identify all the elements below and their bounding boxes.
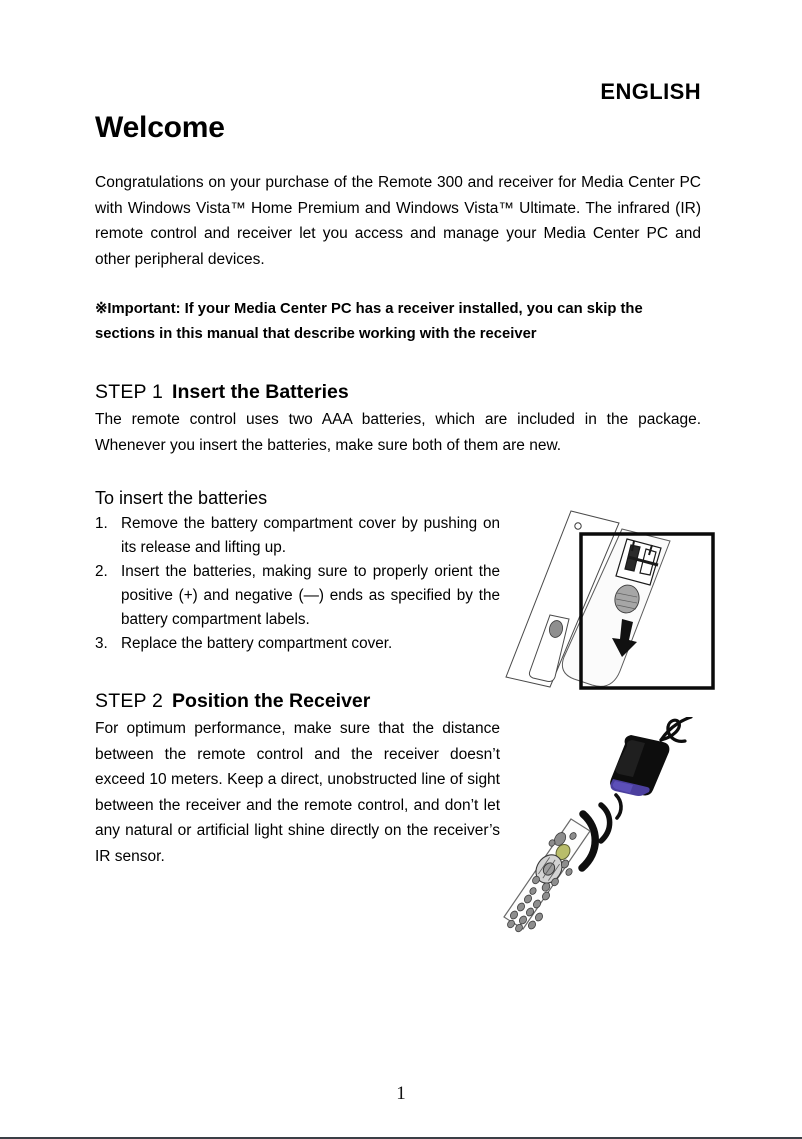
list-item bbox=[95, 632, 500, 656]
battery-steps-list bbox=[95, 512, 500, 656]
ir-receiver-icon bbox=[610, 735, 669, 796]
receiver-cable-icon bbox=[661, 717, 691, 741]
ir-receiver-and-remote-illustration-icon bbox=[495, 717, 710, 945]
list-item-text: Replace the battery compartment cover. bbox=[121, 635, 393, 653]
step-2-figure-block bbox=[95, 689, 701, 869]
receiver-position-figure bbox=[495, 717, 710, 945]
battery-compartment-figure bbox=[500, 501, 715, 691]
step-1-title: Insert the Batteries bbox=[172, 381, 349, 404]
step-1-body: The remote control uses two AAA batteries, which are included in the package. Whenever you insert the batteries, make sure both of them are new. bbox=[95, 411, 701, 454]
list-item-marker: 1. bbox=[95, 515, 108, 533]
step-1-heading bbox=[95, 380, 701, 404]
intro-paragraph: Congratulations on your purchase of the Remote 300 and receiver for Media Center PC with Windows Vista™ Home Premium and Windows Vista™ Ultimate. The infrared (IR) remote control and receiver let you access and manage your Media Center PC and other peripheral devices. bbox=[95, 174, 701, 268]
battery-compartment-illustration-icon bbox=[500, 501, 715, 691]
page-number: 1 bbox=[396, 1083, 406, 1104]
step-2-heading bbox=[95, 689, 500, 713]
step-1-subheading: To insert the batteries bbox=[95, 488, 268, 509]
important-notice: ※Important: If your Media Center PC has a receiver installed, you can skip the sections in this manual that describe working with the receiver bbox=[95, 301, 643, 343]
list-item-marker: 3. bbox=[95, 635, 108, 653]
page-title: Welcome bbox=[95, 111, 225, 145]
list-item-text: Remove the battery compartment cover by pushing on its release and lifting up. bbox=[121, 515, 500, 557]
language-label: ENGLISH bbox=[600, 79, 701, 104]
step-1-figure-block bbox=[95, 486, 701, 656]
list-item-marker: 2. bbox=[95, 563, 108, 581]
step-2-number: STEP 2 bbox=[95, 690, 164, 713]
list-item bbox=[95, 512, 500, 560]
list-item-text: Insert the batteries, making sure to properly orient the positive (+) and negative (—) ends as specified by the battery compartment labels. bbox=[121, 563, 500, 629]
list-item bbox=[95, 560, 500, 632]
step-1-text-column bbox=[95, 486, 500, 656]
page-content bbox=[95, 0, 701, 885]
step-2-body: For optimum performance, make sure that the distance between the remote control and the receiver doesn’t exceed 10 meters. Keep a direct, unobstructed line of sight between the receiver and the remote control, and don’t let any natural or artificial light shine directly on the receiver’s IR sensor. bbox=[95, 720, 500, 865]
step-1-number: STEP 1 bbox=[95, 381, 164, 404]
step-2-title: Position the Receiver bbox=[172, 690, 371, 713]
remote-control-icon bbox=[504, 819, 590, 933]
step-2-text-column bbox=[95, 689, 500, 869]
